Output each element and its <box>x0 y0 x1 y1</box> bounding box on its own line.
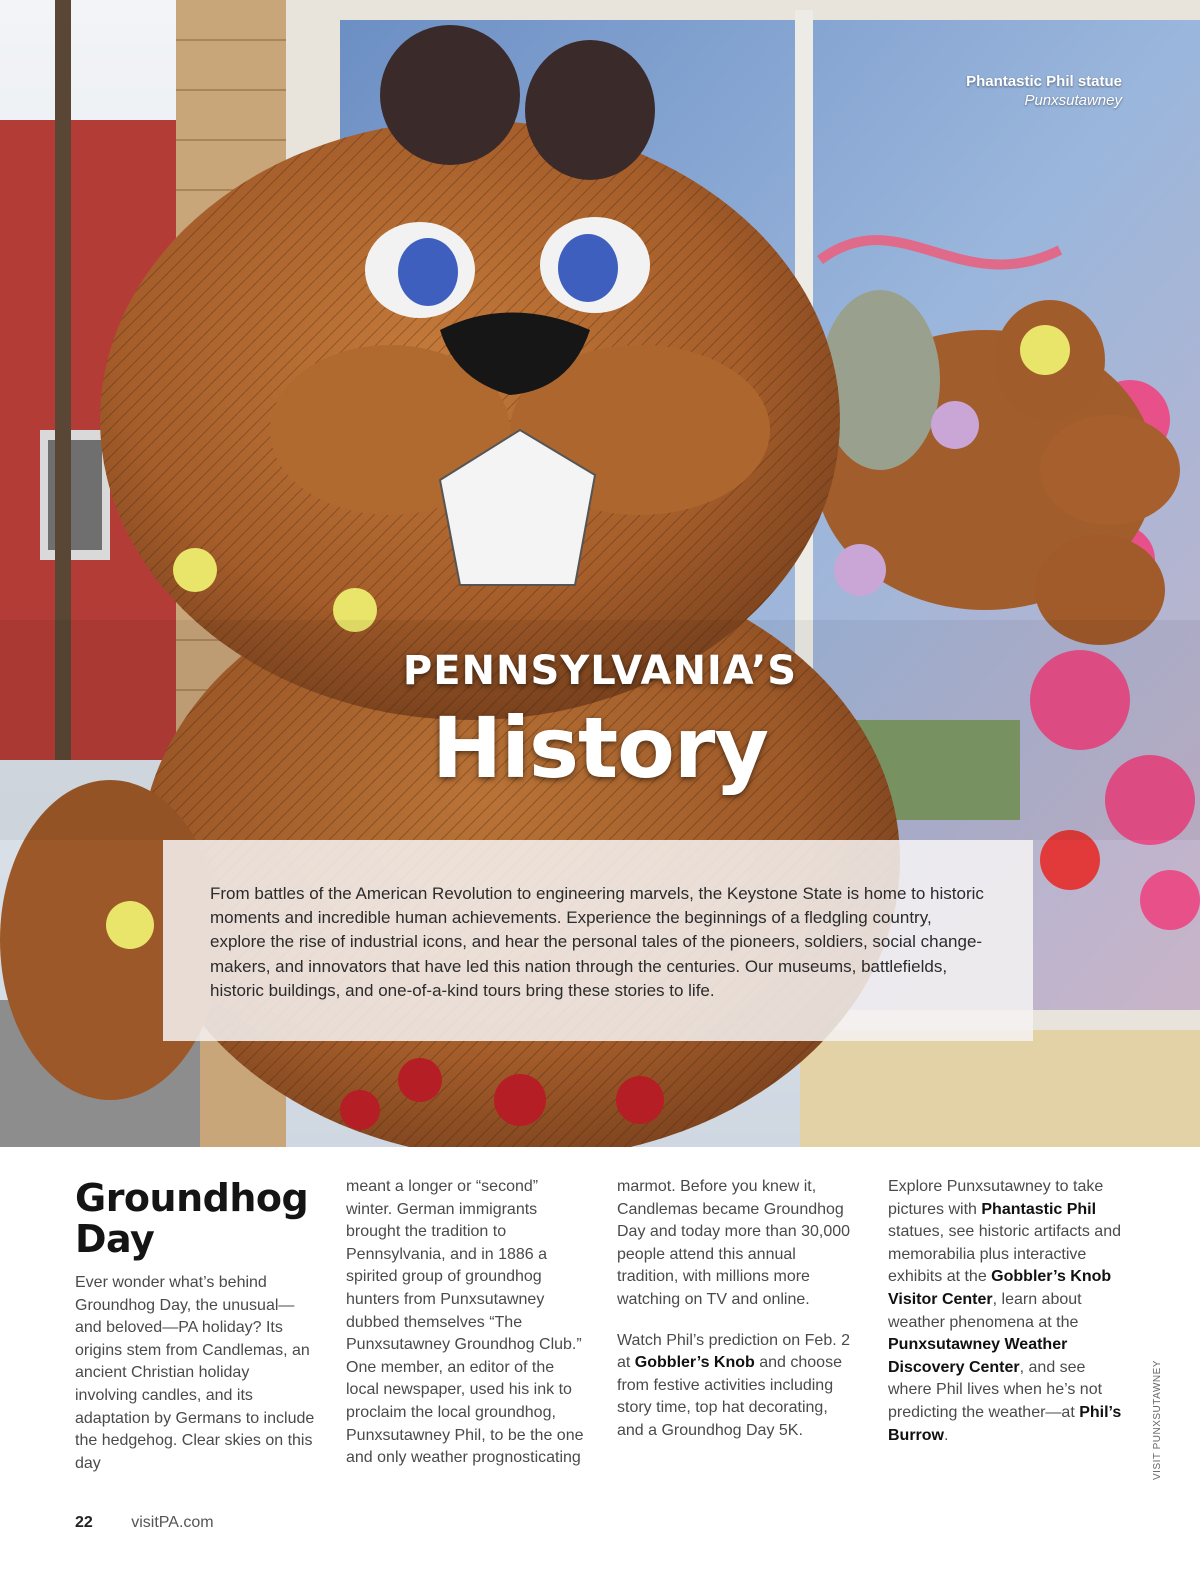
caption-location: Punxsutawney <box>1024 92 1122 109</box>
text-run: Watch Phil’s prediction on Feb. 2 at <box>617 1331 851 1372</box>
photo-caption <box>966 72 1122 110</box>
article-paragraph: Ever wonder what’s behind Groundhog Day, the unusual—and beloved—PA holiday? Its origins stem from Candlemas, an ancient Christian holiday involving candles, and its adaptation by Germans to include the hedgehog. Clear skies on this day <box>75 1274 315 1472</box>
article-column-1 <box>75 1178 315 1475</box>
caption-title: Phantastic Phil statue <box>966 73 1122 90</box>
article-column-2 <box>346 1176 586 1470</box>
page-title: History <box>431 699 769 797</box>
text-run: Explore Punxsutawney to take pictures with <box>888 1178 1104 1218</box>
article-paragraph <box>888 1176 1128 1447</box>
place-name-phils-burrow: Phil’s Burrow <box>888 1403 1122 1444</box>
article-paragraph: marmot. Before you knew it, Candlemas became Groundhog Day and today more than 30,000 people attend this annual tradition, with millions more watching on TV and online. <box>617 1178 851 1308</box>
article-heading: Groundhog Day <box>75 1176 309 1261</box>
photo-credit: VISIT PUNXSUTAWNEY <box>1152 1360 1163 1480</box>
page-number: 22 <box>75 1514 93 1531</box>
intro-text: From battles of the American Revolution to engineering marvels, the Keystone State is home to historic moments and incredible human achievements. Experience the beginnings of a fledgling country, explore the rise of industrial icons, and hear the personal tales of the pioneers, soldiers, social change-makers, and innovators that have led this nation through the centuries. Our museums, battlefields, historic buildings, and one-of-a-kind tours bring these stories to life. <box>210 884 984 1000</box>
text-run: and choose from festive activities including story time, top hat decorating, and a Groundhog Day 5K. <box>617 1354 842 1439</box>
page-footer <box>75 1514 214 1532</box>
article-column-4 <box>888 1176 1128 1447</box>
place-name-gobblers-knob: Gobbler’s Knob <box>634 1354 755 1372</box>
section-kicker: PENNSYLVANIA’S <box>402 648 798 694</box>
text-run: . <box>944 1426 949 1444</box>
intro-panel <box>163 840 1033 1041</box>
text-run: statues, see historic artifacts and memorabilia plus interactive exhibits at the <box>888 1223 1121 1286</box>
article-column-3 <box>617 1176 857 1443</box>
place-name-visitor-center: Gobbler’s Knob Visitor Center <box>888 1268 1112 1308</box>
text-run: , learn about weather phenomena at the <box>888 1290 1082 1331</box>
article-paragraph: meant a longer or “second” winter. German immigrants brought the tradition to Pennsylvania, and in 1886 a spirited group of groundhog hunters from Punxsutawney dubbed themselves “The Punxsutawney Groundhog Club.” One member, an editor of the local newspaper, used his ink to proclaim the local groundhog, Punxsutawney Phil, to be the one and only weather prognosticating <box>346 1178 584 1467</box>
place-name-weather-center: Punxsutawney Weather Discovery Center <box>888 1336 1068 1376</box>
place-name-phantastic-phil: Phantastic Phil <box>981 1200 1097 1218</box>
website-link[interactable]: visitPA.com <box>131 1514 214 1531</box>
text-run: , and see where Phil lives when he’s not predicting the weather—at <box>888 1358 1103 1421</box>
article-paragraph <box>617 1330 857 1443</box>
